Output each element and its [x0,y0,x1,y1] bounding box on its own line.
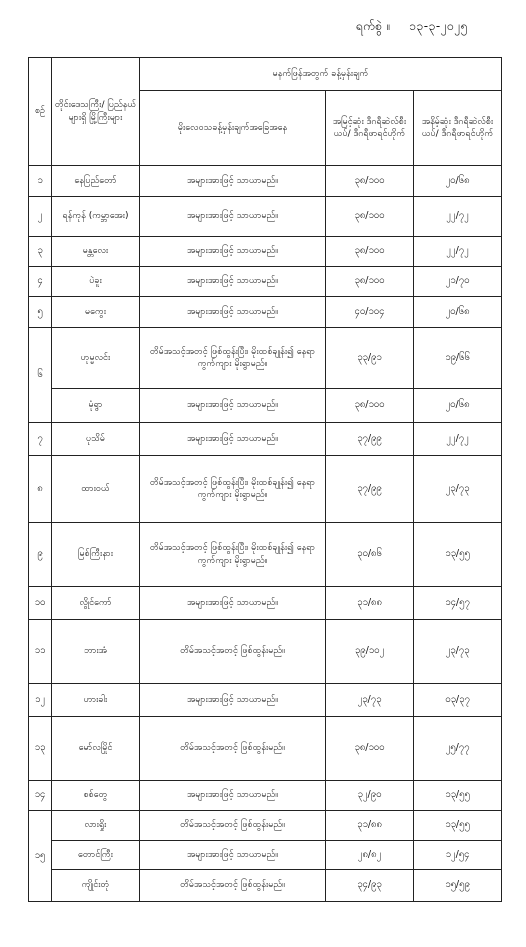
row-weather: အများအားဖြင့် သာယာမည်။ [140,197,326,237]
row-weather: အများအားဖြင့် သာယာမည်။ [140,423,326,456]
row-weather: တိမ်အသင့်အတင့် ဖြစ်ထွန်းမည်။ [140,620,326,684]
row-city: စစ်တွေ [52,781,140,811]
row-max: ၃၃/၉၁ [326,328,414,389]
row-min: ၁၉/၆၆ [414,328,502,389]
table-row [29,717,502,781]
row-weather: အများအားဖြင့် သာယာမည်။ [140,781,326,811]
row-city: ရန်ကုန် (ကမ္ဘာအေး) [52,197,140,237]
row-city: မြစ်ကြီးနား [52,523,140,587]
row-max: ၄၀/၁၀၄ [326,297,414,328]
row-min: ၁၅/၅၉ [414,870,502,902]
row-weather: အများအားဖြင့် သာယာမည်။ [140,587,326,620]
row-city: ပဲခူး [52,267,140,297]
table-row [29,237,502,267]
col-region-header: တိုင်းဒေသကြီး/ ပြည်နယ်များရှိ မြို့ကြီးများ [52,58,140,166]
col-no-header: စဉ် [29,58,52,166]
table-row [29,587,502,620]
row-min: ၁၂/၅၄ [414,841,502,870]
row-weather: တိမ်အသင့်အတင့် ဖြစ်ထွန်းပြီး၊ မိုးထစ်ချုန်း၍ နေရာကွက်ကျား မိုးရွာမည်။ [140,523,326,587]
table-row [29,456,502,523]
row-min: ၂၂/၇၂ [414,197,502,237]
row-no: ၁၁ [29,620,52,684]
row-city: ဘားအံ [52,620,140,684]
row-no: ၁၄ [29,781,52,811]
row-min: ၁၃/၅၅ [414,523,502,587]
row-city: ကျိုင်းတုံ [52,870,140,902]
row-city: မကွေး [52,297,140,328]
table-row [29,389,502,423]
row-no: ၁၂ [29,684,52,717]
row-max: ၃၈/၁၀၀ [326,389,414,423]
row-no: ၆ [29,328,52,423]
row-weather: အများအားဖြင့် သာယာမည်။ [140,684,326,717]
row-city: မော်လမြိုင် [52,717,140,781]
table-row [29,620,502,684]
row-min: ၁၄/၅၇ [414,587,502,620]
table-row [29,166,502,197]
row-weather: အများအားဖြင့် သာယာမည်။ [140,389,326,423]
report-date [356,18,468,36]
row-city: ဟုမ္မလင်း [52,328,140,389]
table-row [29,523,502,587]
row-max: ၃၈/၁၀၀ [326,267,414,297]
date-value: ၁၃-၃-၂၀၂၅ [409,19,468,33]
forecast-table [28,57,502,902]
row-city: တောင်ကြီး [52,841,140,870]
row-weather: တိမ်အသင့်အတင့် ဖြစ်ထွန်းပြီး၊ မိုးထစ်ချုန်း၍ နေရာကွက်ကျား မိုးရွာမည်။ [140,328,326,389]
row-city: ထားဝယ် [52,456,140,523]
row-max: ၃၈/၁၀၀ [326,237,414,267]
row-weather: တိမ်အသင့်အတင့် ဖြစ်ထွန်းမည်။ [140,870,326,902]
row-city: နေပြည်တော် [52,166,140,197]
row-weather: တိမ်အသင့်အတင့် ဖြစ်ထွန်းပြီး၊ မိုးထစ်ချုန်း၍ နေရာကွက်ကျား မိုးရွာမည်။ [140,456,326,523]
col-weather-header: မိုးလေဝသခန့်မှန်းချက်အခြေအနေ [140,91,326,166]
row-max: ၃၈/၁၀၀ [326,197,414,237]
row-city: ဟားခါး [52,684,140,717]
row-no: ၁၅ [29,811,52,902]
table-row [29,297,502,328]
row-weather: အများအားဖြင့် သာယာမည်။ [140,237,326,267]
row-min: ၂၀/၆၈ [414,166,502,197]
table-row [29,423,502,456]
row-city: လွိုင်ကော် [52,587,140,620]
date-label: ရက်စွဲ ။ [355,19,391,33]
row-max: ၃၁/၈၈ [326,587,414,620]
table-row [29,267,502,297]
row-no: ၃ [29,237,52,267]
row-min: ၁၃/၅၅ [414,811,502,841]
row-no: ၂ [29,197,52,237]
row-min: ၂၂/၇၂ [414,237,502,267]
col-forecast-group-header: မနက်ဖြန်အတွက် ခန့်မှန်းချက် [140,58,502,91]
col-max-header: အမြင့်ဆုံး ဒီဂရီဆဲလ်စီးယပ်/ ဒီဂရီဖာရင်ဟိုက် [326,91,414,166]
row-max: ၃၇/၉၉ [326,423,414,456]
row-weather: အများအားဖြင့် သာယာမည်။ [140,166,326,197]
row-no: ၅ [29,297,52,328]
row-city: မုံရွာ [52,389,140,423]
row-city: မန္တလေး [52,237,140,267]
row-max: ၃၈/၁၀၀ [326,717,414,781]
row-max: ၃၉/၁၀၂ [326,620,414,684]
row-max: ၃၁/၈၈ [326,811,414,841]
row-no: ၈ [29,456,52,523]
table-row [29,811,502,841]
row-min: ၀၃/၃၇ [414,684,502,717]
row-max: ၃၂/၉၀ [326,781,414,811]
row-city: ပုသိမ် [52,423,140,456]
row-min: ၂၃/၇၃ [414,620,502,684]
row-no: ၁ [29,166,52,197]
row-max: ၃၄/၉၃ [326,870,414,902]
row-min: ၁၃/၅၅ [414,781,502,811]
table-row [29,841,502,870]
col-min-header: အနိမ့်ဆုံး ဒီဂရီဆဲလ်စီးယပ်/ ဒီဂရီဖာရင်ဟိုက် [414,91,502,166]
row-weather: အများအားဖြင့် သာယာမည်။ [140,267,326,297]
row-min: ၂၀/၆၈ [414,297,502,328]
row-max: ၃၇/၉၉ [326,456,414,523]
row-min: ၂၃/၇၃ [414,456,502,523]
row-max: ၃၀/၈၆ [326,523,414,587]
row-min: ၂၁/၇၀ [414,267,502,297]
row-weather: အများအားဖြင့် သာယာမည်။ [140,297,326,328]
table-row [29,197,502,237]
row-min: ၂၅/၇၇ [414,717,502,781]
row-max: ၃၈/၁၀၀ [326,166,414,197]
row-city: လားရှိုး [52,811,140,841]
row-max: ၂၃/၇၃ [326,684,414,717]
row-min: ၂၂/၇၂ [414,423,502,456]
table-row [29,328,502,389]
table-row [29,684,502,717]
row-no: ၇ [29,423,52,456]
row-no: ၁၀ [29,587,52,620]
table-row [29,781,502,811]
row-weather: တိမ်အသင့်အတင့် ဖြစ်ထွန်းမည်။ [140,717,326,781]
row-min: ၂၀/၆၈ [414,389,502,423]
row-weather: အများအားဖြင့် သာယာမည်။ [140,841,326,870]
row-no: ၉ [29,523,52,587]
table-row [29,870,502,902]
row-max: ၂၈/၈၂ [326,841,414,870]
row-weather: တိမ်အသင့်အတင့် ဖြစ်ထွန်းမည်။ [140,811,326,841]
row-no: ၄ [29,267,52,297]
row-no: ၁၃ [29,717,52,781]
